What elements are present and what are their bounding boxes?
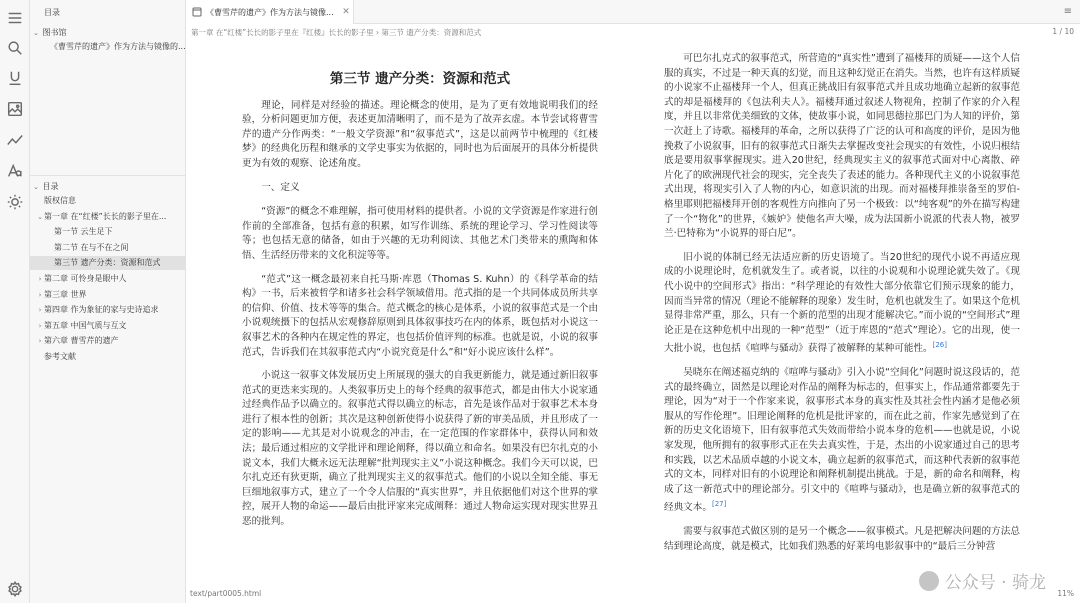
library-item-label: 《曹雪芹的遗产》作为方法与镜像的... [50, 42, 186, 51]
font-icon[interactable] [5, 161, 25, 181]
watermark-text: 公众号 · 骑龙 [944, 573, 1046, 593]
search-icon[interactable] [5, 38, 25, 58]
paragraph: 小说这一叙事文体发展历史上所展现的强大的自我更新能力，就是通过新旧叙事范式的更迭来实现的。人类叙事历史上的每个经典的叙事范式，都是由伟大小说家通过经典作品予以确立的。叙事范式得以确立的标志，首先是该作品对于叙事艺术本身进行了根本性的创新；其次是这种创新使得小说获得了新的审美品质，并且形成了一定的影响——尤其是对小说观念的冲击，在一定范围的作家群体中，获得认同和效法；最后通过相应的文学批评和理论阐释，得以确立和命名。如果没有巴尔扎克的小说文本，我们大概永远无法理解“批判现实主义”小说这种概念。我们今天可以说，巴尔扎克还有狄更斯，确立了批判现实主义的叙事范式。他们的小说以全知全能、事无巨细地叙事方式，建立了一个令人信服的“真实世界”，并且依据他们对这个世界的掌控，展开人物的命运——最后由批评家来完成阐释：通过人物命运实现对现实世界丑恶的批判。 [242, 370, 598, 528]
paragraph: “范式”这一概念最初来自托马斯·库恩（Thomas S. Kuhn）的《科学革命的结构》一书，后来被哲学和诸多社会科学领域借用。范式指的是一个共同体成员所共享的信仰、价值、技术等等的集合。范式概念的核心是体系，小说的叙事范式是一个由小说观统摄下的包括从宏观修辞原则到具体叙事技巧在内的体系，既包括对小说这一叙事艺术的各种内在规定性的界定，也包括价值评判的标准。也就是说，小说的叙事范式，告诉我们在其叙事范式内“小说究竟是什么”和“好小说应该什么样”。 [242, 273, 598, 358]
paragraph: 需要与叙事范式做区别的是另一个概念——叙事模式。凡是把解决问题的方法总结到理论高度，就是模式，比如我们熟悉的好莱坞电影叙事中的“最后三分钟营 [664, 526, 1020, 552]
sidebar-divider [30, 175, 186, 176]
toc-item[interactable] [30, 272, 186, 286]
library-header[interactable] [30, 26, 186, 40]
toc-item-label: 参考文献 [44, 352, 76, 361]
book-icon [192, 7, 202, 17]
toc-item[interactable] [30, 210, 186, 224]
toc-item[interactable] [30, 334, 186, 348]
toc-item-label: 第四章 作为象征的家与史诗追求 [44, 305, 159, 315]
progress-percent: 11% [1057, 589, 1074, 598]
chevron-down-icon: ⌄ [33, 29, 39, 37]
chevron-right-icon: › [38, 337, 42, 346]
toc-item[interactable] [30, 350, 186, 364]
left-page [242, 44, 598, 539]
underline-icon[interactable] [5, 68, 25, 88]
toc-item[interactable] [30, 256, 186, 270]
chapter-heading: 第三节 遗产分类：资源和范式 [329, 71, 511, 87]
paragraph: 可巴尔扎克式的叙事范式，所营造的“真实性”遭到了福楼拜的质疑——这个人信服的真实，不过是一种天真的幻觉，而且这种幻觉正在消失。当然，也许有这样质疑的小说家不止福楼拜一个人，但真正挑战旧有叙事范式并且成功地确立起新的叙事范式的却是福楼拜的《包法利夫人》。福楼拜通过叙述人物视角，控制了作家的介入程度，并且以非常优美细致的文体，使故事小说，如同思德拉那巴门为人知的评价，第一次赶上了诗歌。福楼拜的革命，之所以获得了广泛的认可和高度的评价，是因为他挽救了小说叙事，旧有的叙事范式日渐失去掌握改变社会现实的有效性，小说归根结底是要用叙事掌握现实。进入20世纪，经典现实主义的叙事范式面对中心离散、碎片化了的欧洲现代社会的现实，完全丧失了表述的能力。各种现代主义的小说叙事范式出现，将现实引入了人物的内心，如意识流的出现。而对福楼拜推崇备至的罗伯-格里耶则把福楼拜开创的客观性方向推向了另一个极致：以“纯客观”的外在描写构建了一个“物化”的世界，《嫉妒》使他名声大噪，成为法国新小说派的代表人物，被罗兰·巴特称为“小说界的哥白尼”。 [664, 53, 1020, 240]
library-item[interactable] [30, 40, 186, 54]
watermark [919, 568, 1046, 593]
toc-item-label: 第一章 在“红楼”长长的影子里在... [44, 211, 167, 221]
toc-item[interactable] [30, 303, 186, 317]
sidebar [30, 0, 186, 603]
toc-item-label: 第二节 在与不在之间 [54, 242, 129, 252]
chart-icon[interactable] [5, 130, 25, 150]
paragraph: 旧小说的体制已经无法适应新的历史语境了。当20世纪的现代小说不再适应现成的小说理论时，危机就发生了。或者说，以往的小说观和小说理论就失效了。《现代小说中的空间形式》指出：“科学理论的有效性大部分依靠它们预示现象的能力，因而当异常的情况（理论不能解释的现象）发生时，危机也就发生了。如果这个危机显得非常严重，那么，只有一个新的范型的出现才能解决它。”而小说的“空间形式”理论正是在这种危机中出现的一种“范型”（近于库恩的“范式”理论）。它的出现，使一大批小说，也包括《喧哗与骚动》获得了被解释的某种可能性。[26] [664, 251, 1020, 355]
toc-item-label: 第三节 遗产分类：资源和范式 [54, 258, 161, 268]
paragraph: “资源”的概念不难理解，指可使用材料的提供者。小说的文学资源是作家进行创作前的全部准备，包括有意的积累，如写作训练、系统的理论学习、学习性阅读等等；也包括无意的储备，如由于兴趣的无功利阅读、其他艺术门类带来的熏陶和体悟、生活经历带来的文化积淀等等。 [242, 206, 598, 261]
paragraph: 吴晓东在阐述福克纳的《喧哗与骚动》引入小说“空间化”问题时说这段话的，范式的最终确立，固然是以理论对作品的阐释为标志的，但事实上，作品通常都要先于理论，因为“对于一个作家来说，叙事形式本身的真实性及其社会性内涵才是他必须服从的写作伦理”。旧理论阐释的危机是批评家的，而在此之前，作家先感觉到了在新的历史文化语境下，旧有叙事范式失效而带给小说本身的危机——也就是说，小说家发现，他所拥有的叙事形式正在失去真实性，于是，杰出的小说家通过自己的思考和实践，以艺术品质卓越的小说文本，确立起新的叙事范式，而这种代表新的叙事范式的文本，同样对旧有的小说理论和阐释机制提出挑战。于是，新的命名和阐释，构成了这一新范式中的理论部分。引文中的《喧哗与骚动》，也是确立新的叙事范式的经典文本。[27] [664, 367, 1020, 514]
toc-item[interactable] [30, 241, 186, 255]
tab-bar [186, 0, 1080, 24]
settings-icon[interactable] [5, 579, 25, 599]
paragraph: 理论，同样是对经验的描述。理论概念的使用，是为了更有效地说明我们的经验，分析问题更加方便，表述更加清晰明了，而不是为了故弄玄虚。本节尝试将曹雪芹的遗产分作两类：“一般文学资源”和“叙事范式”，这是以前两节中梳理的《红楼梦》的经典化历程和继承的文学史事实为依据的，同时也为后面展开的具体分析提供更为有效的观察、论述角度。 [242, 99, 598, 169]
tab-book[interactable] [186, 0, 354, 24]
close-icon[interactable]: ✕ [342, 7, 350, 17]
toc-item-label: 第五章 中国气质与互文 [44, 320, 127, 330]
footnote-link[interactable]: [27] [711, 500, 727, 509]
toc-item-label: 第三章 世界 [44, 289, 87, 299]
right-page [664, 52, 1020, 563]
wechat-logo-icon [919, 571, 939, 591]
tab-menu-icon[interactable]: ≡ [1063, 6, 1072, 17]
sidebar-title: 目录 [44, 8, 60, 17]
chevron-right-icon: › [38, 290, 42, 299]
brightness-icon[interactable] [5, 192, 25, 212]
chevron-down-icon: ⌄ [33, 183, 39, 191]
section-subheading: 一、定义 [261, 181, 300, 193]
file-path: text/part0005.html [190, 589, 262, 598]
toc-item[interactable] [30, 319, 186, 333]
menu-icon[interactable] [5, 8, 25, 28]
toc-item-label: 版权信息 [44, 196, 76, 205]
toc-item[interactable] [30, 194, 186, 208]
breadcrumb[interactable]: 第一章 在“红楼”长长的影子里在『红楼』长长的影子里 › 第三节 遗产分类：资源和范式 [191, 28, 482, 37]
toc-item[interactable] [30, 288, 186, 302]
icon-rail [0, 0, 30, 603]
library-label: 图书馆 [42, 28, 67, 37]
toc-item-label: 第六章 曹雪芹的遗产 [44, 336, 119, 346]
image-icon[interactable] [5, 99, 25, 119]
toc-header[interactable] [30, 180, 186, 194]
toc-item-label: 第一节 云生足下 [54, 227, 113, 237]
toc-label: 目录 [42, 182, 59, 191]
chevron-down-icon: ⌄ [37, 212, 43, 221]
tab-title: 《曹雪芹的遗产》作为方法与镜像... [206, 7, 334, 17]
toc-item-label: 第二章 可怜身是眼中人 [44, 274, 127, 283]
toc-item[interactable] [30, 225, 186, 239]
chevron-right-icon: › [38, 306, 42, 315]
chevron-right-icon: › [38, 275, 42, 283]
chevron-right-icon: › [38, 321, 42, 330]
footnote-link[interactable]: [26] [932, 341, 947, 350]
reader-main [186, 0, 1080, 603]
page-indicator: 1 / 10 [1052, 27, 1074, 36]
